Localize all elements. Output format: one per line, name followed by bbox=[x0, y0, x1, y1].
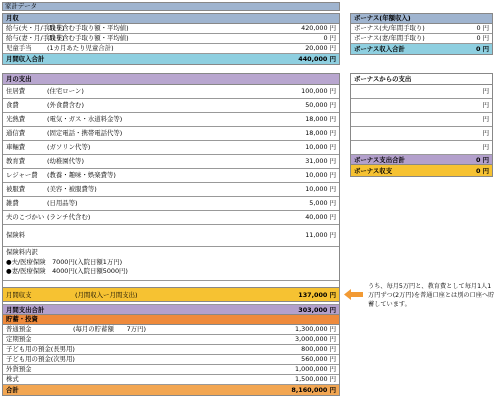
asset-row: 外貨預金 1,000,000 円 bbox=[3, 365, 339, 375]
expense-row: 食費 (外食費含む) 50,000 円 bbox=[3, 99, 339, 113]
bonus-expense-row: 円 bbox=[351, 85, 492, 99]
insurance-breakdown bbox=[3, 247, 339, 281]
expense-row: 被服費 (美容・被服費等) 10,000 円 bbox=[3, 183, 339, 197]
expense-row: 教育費 (幼稚園代等) 31,000 円 bbox=[3, 155, 339, 169]
page-title-bar bbox=[2, 2, 340, 11]
bonus-income-table bbox=[350, 13, 493, 55]
expense-row: 夫のこづかい (ランチ代含む) 40,000 円 bbox=[3, 211, 339, 225]
income-row: 給与(夫・月/手取り) (残業含む手取り額・平均値) 420,000 円 bbox=[3, 24, 339, 34]
bonus-income-total-row: ボーナス収入合計 0 円 bbox=[351, 44, 492, 54]
asset-row: 普通預金 (毎月の貯蓄額 7万円) 1,300,000 円 bbox=[3, 325, 339, 335]
bonus-expense-row: 円 bbox=[351, 99, 492, 113]
expense-row: 保険料 11,000 円 bbox=[3, 225, 339, 247]
bonus-expense-total-row: ボーナス支出合計 0 円 bbox=[351, 155, 492, 166]
assets-header: 貯蓄・投資 bbox=[3, 315, 339, 325]
assets-total-row: 合計 8,160,000 円 bbox=[3, 385, 339, 395]
bonus-income-row: ボーナス(夫/年間手取り) 0 円 bbox=[351, 24, 492, 34]
expense-row: 光熱費 (電気・ガス・水道料金等) 18,000 円 bbox=[3, 113, 339, 127]
bonus-expense-row: 円 bbox=[351, 141, 492, 155]
bonus-balance: ボーナス収支 0 円 bbox=[350, 164, 493, 177]
insurance-breakdown-title: 保険料内訳 bbox=[6, 248, 38, 256]
expense-row: 車輛費 (ガソリン代等) 10,000 円 bbox=[3, 141, 339, 155]
expense-total-row: 月間支出合計 303,000 円 bbox=[3, 305, 339, 316]
bonus-income-header: ボーナス(年額収入) bbox=[351, 14, 492, 24]
income-header: 月収 bbox=[3, 14, 339, 24]
bonus-income-row: ボーナス(妻/年間手取り) 0 円 bbox=[351, 34, 492, 44]
savings-note: うち、毎月5万円と、教育費として毎月1人1万円ずつ(2万円)を普通口座とは別の口座へ貯蓄しています。 bbox=[368, 283, 495, 308]
expense-row: 通信費 (固定電話・携帯電話代等) 18,000 円 bbox=[3, 127, 339, 141]
income-row: 児童手当 (1カ月あたり児童合計) 20,000 円 bbox=[3, 44, 339, 54]
asset-row: 株式 1,500,000 円 bbox=[3, 375, 339, 385]
bonus-expense-header: ボーナスからの支出 bbox=[351, 74, 492, 85]
page-title: 家計データ bbox=[5, 2, 37, 11]
expense-row: 雑費 (日用品等) 5,000 円 bbox=[3, 197, 339, 211]
income-table bbox=[2, 13, 340, 65]
left-arrow-icon bbox=[344, 289, 364, 300]
bonus-expense-row: 円 bbox=[351, 113, 492, 127]
expense-header: 月の支出 bbox=[3, 74, 339, 85]
asset-row: 子ども用の預金(長男用) 800,000 円 bbox=[3, 345, 339, 355]
income-row: 給与(妻・月/手取り) (残業含む手取り額・平均値) 0 円 bbox=[3, 34, 339, 44]
monthly-balance: 月間収支 (月間収入ー月間支出) 137,000 円 bbox=[2, 287, 340, 302]
expense-row: レジャー費 (教養・趣味・娯楽費等) 10,000 円 bbox=[3, 169, 339, 183]
asset-row: 定期預金 3,000,000 円 bbox=[3, 335, 339, 345]
assets-table bbox=[2, 314, 340, 396]
asset-row: 子ども用の預金(次男用) 560,000 円 bbox=[3, 355, 339, 365]
insurance-line: ●妻/医療保険 4000円(入院日額5000円) bbox=[6, 267, 128, 275]
expense-table bbox=[2, 73, 340, 317]
income-total-row: 月間収入合計 440,000 円 bbox=[3, 54, 339, 64]
bonus-expense-row: 円 bbox=[351, 127, 492, 141]
expense-row: 住居費 (住宅ローン) 100,000 円 bbox=[3, 85, 339, 99]
insurance-line: ●夫/医療保険 7000円(入院日額1万円) bbox=[6, 258, 123, 266]
bonus-expense-table bbox=[350, 73, 493, 167]
